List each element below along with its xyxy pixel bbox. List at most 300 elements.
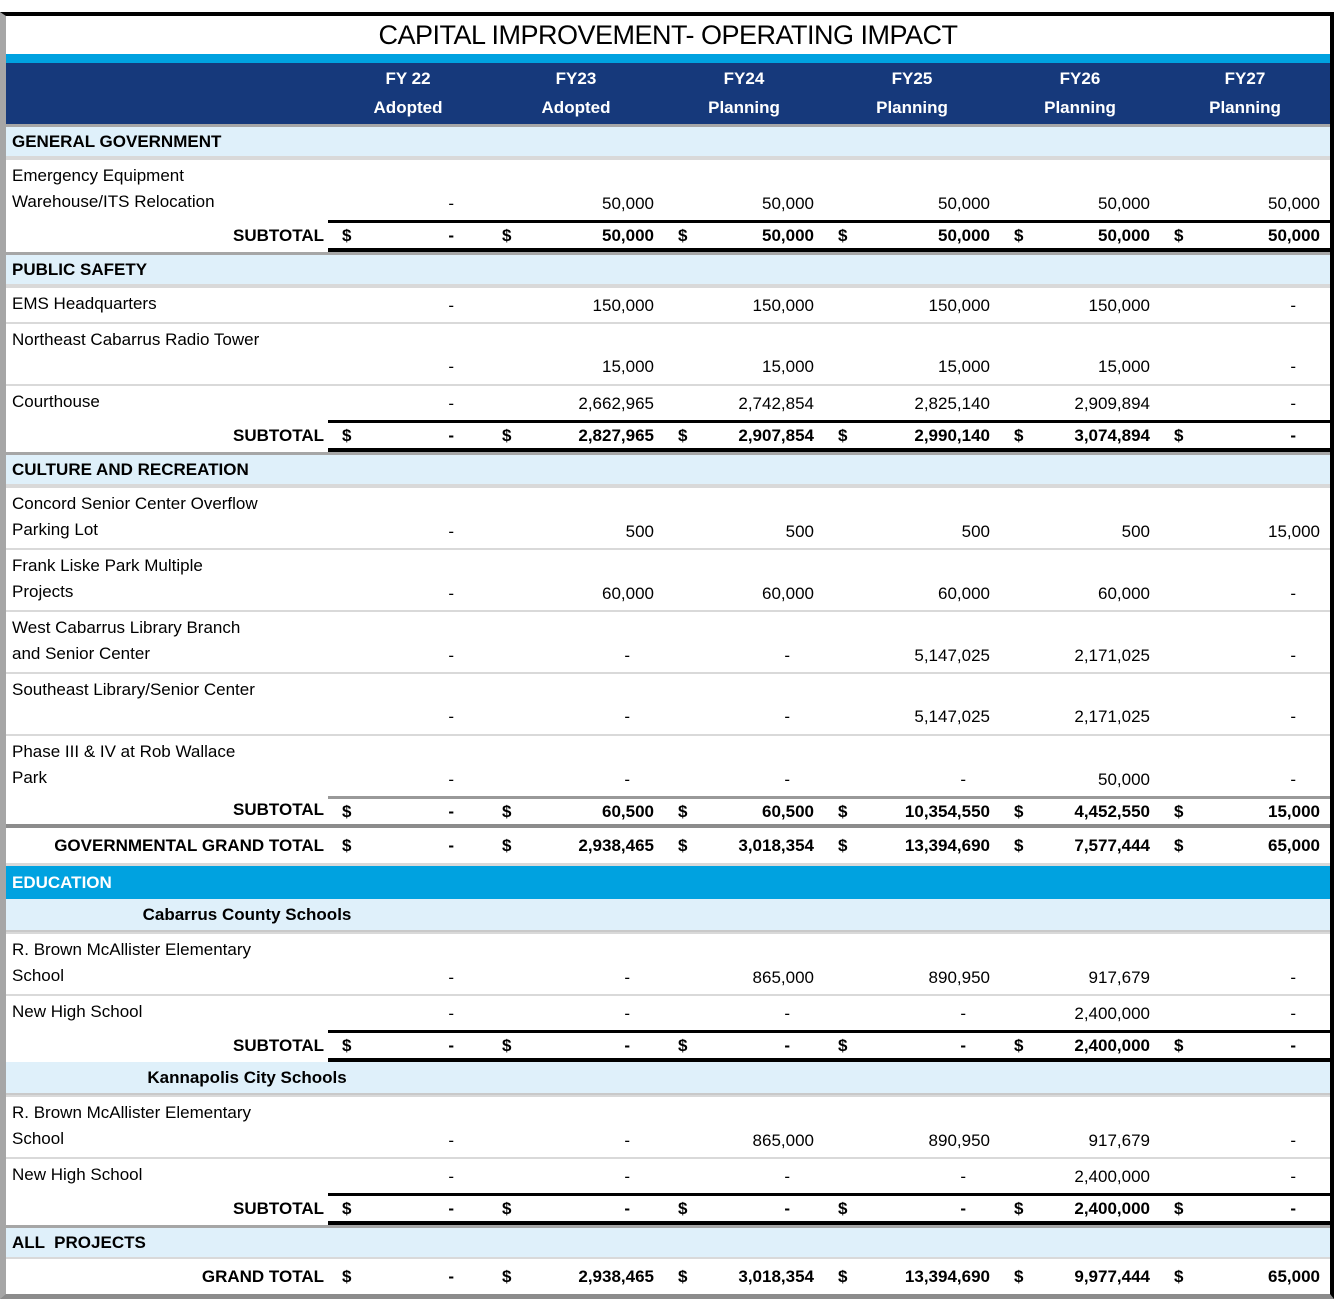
total-value-cell	[328, 1259, 488, 1294]
value-text: 500	[625, 522, 654, 541]
value-cell	[1160, 1097, 1330, 1158]
value-text: 2,938,465	[578, 835, 654, 855]
project-row	[6, 486, 1330, 548]
project-name-line: Concord Senior Center Overflow	[12, 494, 258, 513]
value-text: -	[784, 1035, 790, 1055]
value-text: 15,000	[602, 357, 654, 376]
value-cell	[328, 160, 488, 221]
total-value-cell	[328, 828, 488, 863]
project-name-line: Phase III & IV at Rob Wallace	[12, 742, 236, 761]
value-text: -	[960, 1004, 966, 1023]
section-label: GENERAL GOVERNMENT	[12, 131, 222, 151]
currency-symbol: $	[838, 835, 848, 855]
currency-symbol: $	[502, 225, 512, 245]
section-header-row	[6, 452, 1330, 486]
value-text: -	[448, 357, 454, 376]
total-values-region	[328, 420, 1330, 452]
value-cell	[824, 736, 1000, 797]
value-cell	[824, 550, 1000, 611]
project-name-line: Warehouse/ITS Relocation	[12, 192, 215, 211]
value-text: 7,577,444	[1074, 835, 1150, 855]
project-row	[6, 286, 1330, 322]
value-text: 65,000	[1268, 835, 1320, 855]
currency-symbol: $	[1174, 835, 1184, 855]
value-text: 50,000	[1268, 194, 1320, 213]
value-text: 60,000	[762, 584, 814, 603]
value-cell	[1000, 160, 1160, 221]
total-value-cell	[488, 1196, 664, 1221]
value-text: 150,000	[752, 296, 814, 315]
value-text: -	[448, 225, 454, 245]
value-text: 60,000	[602, 584, 654, 603]
accent-stripe	[6, 54, 1330, 63]
project-name-line: R. Brown McAllister Elementary	[12, 1103, 252, 1122]
value-cell	[824, 288, 1000, 323]
value-text: 9,977,444	[1074, 1266, 1150, 1286]
total-value-cell	[1000, 1033, 1160, 1058]
table-title: CAPITAL IMPROVEMENT- OPERATING IMPACT	[378, 19, 958, 50]
value-cell	[1000, 996, 1160, 1031]
value-cell	[328, 488, 488, 549]
value-text: -	[448, 801, 454, 821]
total-value-cell	[824, 828, 1000, 863]
total-values-region	[328, 796, 1330, 824]
value-cell	[664, 488, 824, 549]
value-text: -	[624, 770, 630, 789]
value-text: 10,354,550	[904, 801, 990, 821]
currency-symbol: $	[1174, 425, 1184, 445]
value-cell	[1160, 386, 1330, 421]
value-text: -	[448, 1266, 454, 1286]
value-cell	[328, 386, 488, 421]
value-cell	[1160, 736, 1330, 797]
currency-symbol: $	[838, 1198, 848, 1218]
project-name-line: Emergency Equipment	[12, 166, 184, 185]
project-name-line: Northeast Cabarrus Radio Tower	[12, 330, 260, 349]
project-name	[6, 488, 328, 549]
value-text: 50,000	[602, 194, 654, 213]
value-text: -	[1290, 1131, 1296, 1150]
value-text: 917,679	[1088, 1131, 1150, 1150]
total-value-cell	[328, 1196, 488, 1221]
value-cell	[1000, 550, 1160, 611]
value-text: 2,825,140	[914, 394, 990, 413]
value-cell	[664, 1097, 824, 1158]
project-name	[6, 1159, 328, 1194]
value-text: 2,400,000	[1074, 1035, 1150, 1055]
currency-symbol: $	[678, 425, 688, 445]
value-cell	[824, 1159, 1000, 1194]
value-cell	[328, 324, 488, 384]
currency-symbol: $	[838, 1266, 848, 1286]
value-cell	[664, 1159, 824, 1194]
budget-type-label: Planning	[876, 98, 948, 117]
value-cell	[824, 612, 1000, 673]
project-name	[6, 324, 328, 384]
value-cell	[1000, 736, 1160, 797]
project-name	[6, 612, 328, 673]
value-cell	[328, 674, 488, 734]
subtotal-row	[6, 796, 1330, 828]
currency-symbol: $	[678, 835, 688, 855]
value-cell	[824, 674, 1000, 734]
subtotal-row	[6, 1193, 1330, 1225]
subtotal-row	[6, 220, 1330, 252]
value-cell	[664, 324, 824, 384]
value-text: 3,074,894	[1074, 425, 1150, 445]
currency-symbol: $	[1174, 801, 1184, 821]
value-text: -	[960, 1198, 966, 1218]
total-value-cell	[328, 799, 488, 824]
value-text: -	[960, 1167, 966, 1186]
value-cell	[488, 1159, 664, 1194]
total-value-cell	[1000, 799, 1160, 824]
value-cell	[664, 160, 824, 221]
value-text: -	[448, 835, 454, 855]
value-text: 50,000	[602, 225, 654, 245]
total-value-cell	[1160, 828, 1330, 863]
currency-symbol: $	[1014, 1266, 1024, 1286]
total-value-cell	[824, 423, 1000, 448]
grand-total-label: GOVERNMENTAL GRAND TOTAL	[54, 835, 324, 855]
project-row	[6, 672, 1330, 734]
fiscal-year-label: FY25	[891, 69, 933, 88]
value-text: -	[960, 770, 966, 789]
value-cell	[328, 550, 488, 611]
total-value-cell	[1000, 1259, 1160, 1294]
value-text: 2,907,854	[738, 425, 814, 445]
value-text: 5,147,025	[914, 707, 990, 726]
value-text: 60,000	[938, 584, 990, 603]
currency-symbol: $	[342, 1266, 352, 1286]
subheader-spacer	[488, 899, 1330, 930]
value-text: -	[448, 1035, 454, 1055]
budget-type-label: Adopted	[373, 98, 443, 117]
value-text: 50,000	[1098, 194, 1150, 213]
value-text: -	[1290, 1035, 1296, 1055]
value-cell	[1000, 934, 1160, 995]
section-label: CULTURE AND RECREATION	[12, 459, 249, 479]
value-text: 2,400,000	[1074, 1167, 1150, 1186]
value-cell	[1000, 612, 1160, 673]
currency-symbol: $	[1174, 1266, 1184, 1286]
total-value-cell	[664, 1196, 824, 1221]
budget-type-label: Planning	[1209, 98, 1281, 117]
value-cell	[488, 1097, 664, 1158]
budget-type-label: Planning	[708, 98, 780, 117]
value-cell	[664, 934, 824, 995]
total-values-region	[328, 828, 1330, 863]
currency-symbol: $	[342, 835, 352, 855]
value-text: 15,000	[938, 357, 990, 376]
value-text: -	[784, 1198, 790, 1218]
value-cell	[824, 386, 1000, 421]
project-name	[6, 386, 328, 421]
subtotal-label: SUBTOTAL	[233, 800, 324, 819]
value-text: -	[1290, 1198, 1296, 1218]
grand-total-row	[6, 828, 1330, 863]
project-name-line: New High School	[12, 1165, 143, 1184]
value-text: -	[624, 1035, 630, 1055]
currency-symbol: $	[678, 801, 688, 821]
fiscal-year-header-cell	[824, 63, 1000, 124]
value-cell	[824, 324, 1000, 384]
total-values-region	[328, 1193, 1330, 1225]
currency-symbol: $	[678, 1035, 688, 1055]
value-text: 2,909,894	[1074, 394, 1150, 413]
project-row	[6, 994, 1330, 1030]
section-header-row	[6, 252, 1330, 286]
total-value-cell	[488, 1259, 664, 1294]
total-value-cell	[1000, 1196, 1160, 1221]
value-cell	[1000, 386, 1160, 421]
fiscal-year-header-cell	[1000, 63, 1160, 124]
currency-symbol: $	[1174, 1035, 1184, 1055]
currency-symbol: $	[342, 1035, 352, 1055]
total-value-cell	[328, 1033, 488, 1058]
total-value-cell	[328, 423, 488, 448]
total-value-cell	[664, 799, 824, 824]
total-value-cell	[1160, 1259, 1330, 1294]
value-cell	[1000, 324, 1160, 384]
project-name	[6, 934, 328, 995]
fiscal-year-label: FY24	[723, 69, 765, 88]
value-cell	[1000, 288, 1160, 323]
value-cell	[664, 386, 824, 421]
currency-symbol: $	[342, 1198, 352, 1218]
project-name-line: Park	[12, 768, 47, 787]
project-name	[6, 674, 328, 734]
value-text: 150,000	[1088, 296, 1150, 315]
subtotal-row	[6, 420, 1330, 452]
value-text: 2,400,000	[1074, 1198, 1150, 1218]
currency-symbol: $	[1014, 801, 1024, 821]
value-cell	[1160, 934, 1330, 995]
project-row	[6, 734, 1330, 796]
value-cell	[1160, 674, 1330, 734]
project-name-line: and Senior Center	[12, 644, 150, 663]
total-value-cell	[1160, 1033, 1330, 1058]
project-name	[6, 160, 328, 221]
project-name-line: Frank Liske Park Multiple	[12, 556, 203, 575]
value-cell	[664, 288, 824, 323]
value-text: 2,742,854	[738, 394, 814, 413]
value-cell	[664, 736, 824, 797]
section-header-row	[6, 1225, 1330, 1259]
subtotal-label: SUBTOTAL	[233, 1036, 324, 1055]
value-text: -	[448, 770, 454, 789]
project-row	[6, 158, 1330, 220]
total-values-region	[328, 1030, 1330, 1062]
value-cell	[1160, 288, 1330, 323]
school-system-subheader-row	[6, 899, 1330, 932]
value-text: -	[624, 1004, 630, 1023]
value-text: -	[624, 707, 630, 726]
subtotal-label: SUBTOTAL	[233, 226, 324, 245]
currency-symbol: $	[502, 1198, 512, 1218]
total-value-cell	[824, 223, 1000, 248]
value-cell	[328, 288, 488, 323]
currency-symbol: $	[678, 225, 688, 245]
value-text: -	[448, 296, 454, 315]
total-value-cell	[1000, 828, 1160, 863]
value-cell	[488, 934, 664, 995]
value-text: 3,018,354	[738, 835, 814, 855]
value-cell	[824, 996, 1000, 1031]
value-cell	[1000, 674, 1160, 734]
value-text: 3,018,354	[738, 1266, 814, 1286]
value-text: -	[448, 1004, 454, 1023]
section-label: PUBLIC SAFETY	[12, 259, 148, 279]
section-label: ALL PROJECTS	[12, 1232, 146, 1252]
subheader-spacer	[488, 1062, 1330, 1093]
value-text: -	[448, 968, 454, 987]
project-row	[6, 1157, 1330, 1193]
value-cell	[488, 324, 664, 384]
value-cell	[328, 1097, 488, 1158]
value-text: 890,950	[928, 968, 990, 987]
value-cell	[664, 612, 824, 673]
value-text: 60,500	[602, 801, 654, 821]
value-cell	[488, 612, 664, 673]
value-cell	[824, 488, 1000, 549]
value-text: -	[448, 194, 454, 213]
value-text: 13,394,690	[904, 1266, 990, 1286]
currency-symbol: $	[502, 1266, 512, 1286]
fiscal-year-header-cell	[664, 63, 824, 124]
total-value-cell	[488, 1033, 664, 1058]
value-text: 917,679	[1088, 968, 1150, 987]
total-value-cell	[824, 1196, 1000, 1221]
value-text: -	[448, 1167, 454, 1186]
value-text: 2,662,965	[578, 394, 654, 413]
total-value-cell	[1160, 1196, 1330, 1221]
currency-symbol: $	[1014, 1198, 1024, 1218]
total-value-cell	[1160, 223, 1330, 248]
value-text: -	[1290, 357, 1296, 376]
total-values-region	[328, 1259, 1330, 1294]
total-value-cell	[488, 223, 664, 248]
subtotal-label: SUBTOTAL	[233, 1199, 324, 1218]
project-name-line: Parking Lot	[12, 520, 98, 539]
total-value-cell	[664, 1033, 824, 1058]
capital-improvement-table	[0, 12, 1334, 1299]
value-cell	[1000, 1097, 1160, 1158]
fiscal-year-label: FY 22	[385, 69, 431, 88]
header-spacer-cell	[6, 63, 328, 124]
fiscal-year-label: FY23	[555, 69, 597, 88]
value-cell	[328, 736, 488, 797]
project-row	[6, 610, 1330, 672]
project-name-line: Southeast Library/Senior Center	[12, 680, 255, 699]
total-value-cell	[1160, 423, 1330, 448]
currency-symbol: $	[1174, 225, 1184, 245]
value-cell	[488, 488, 664, 549]
value-text: 2,171,025	[1074, 646, 1150, 665]
project-row	[6, 932, 1330, 994]
value-text: 865,000	[752, 968, 814, 987]
section-header-row	[6, 124, 1330, 158]
value-cell	[1160, 612, 1330, 673]
value-text: 15,000	[1268, 801, 1320, 821]
value-text: 50,000	[762, 194, 814, 213]
total-value-cell	[664, 828, 824, 863]
budget-type-label: Adopted	[541, 98, 611, 117]
value-text: 4,452,550	[1074, 801, 1150, 821]
value-text: -	[448, 646, 454, 665]
value-text: -	[448, 584, 454, 603]
value-cell	[824, 1097, 1000, 1158]
total-value-cell	[488, 423, 664, 448]
project-name-line: School	[12, 1129, 64, 1148]
value-text: -	[1290, 394, 1296, 413]
currency-symbol: $	[342, 225, 352, 245]
value-text: -	[1290, 296, 1296, 315]
value-text: -	[1290, 1004, 1296, 1023]
value-cell	[1160, 324, 1330, 384]
total-value-cell	[824, 1033, 1000, 1058]
currency-symbol: $	[838, 1035, 848, 1055]
value-text: 150,000	[928, 296, 990, 315]
value-text: 2,400,000	[1074, 1004, 1150, 1023]
project-name	[6, 1097, 328, 1158]
value-cell	[488, 288, 664, 323]
currency-symbol: $	[502, 835, 512, 855]
value-text: -	[784, 770, 790, 789]
value-text: -	[624, 646, 630, 665]
value-text: -	[448, 522, 454, 541]
value-cell	[1160, 160, 1330, 221]
value-text: 50,000	[762, 225, 814, 245]
value-text: 5,147,025	[914, 646, 990, 665]
value-text: -	[1290, 584, 1296, 603]
project-name	[6, 736, 328, 797]
value-text: -	[1290, 968, 1296, 987]
value-text: 2,938,465	[578, 1266, 654, 1286]
project-row	[6, 548, 1330, 610]
value-text: -	[1290, 425, 1296, 445]
value-text: 50,000	[1098, 225, 1150, 245]
subtotal-label: SUBTOTAL	[233, 426, 324, 445]
value-text: 500	[961, 522, 990, 541]
value-cell	[824, 934, 1000, 995]
fiscal-year-header-cell	[1160, 63, 1330, 124]
value-text: -	[784, 1004, 790, 1023]
value-cell	[328, 934, 488, 995]
value-text: 150,000	[592, 296, 654, 315]
value-cell	[488, 996, 664, 1031]
project-name-line: New High School	[12, 1002, 143, 1021]
value-text: 60,000	[1098, 584, 1150, 603]
value-cell	[824, 160, 1000, 221]
value-cell	[328, 612, 488, 673]
value-cell	[488, 736, 664, 797]
school-system-subheader-row	[6, 1062, 1330, 1095]
value-text: -	[624, 1131, 630, 1150]
value-text: -	[1290, 646, 1296, 665]
currency-symbol: $	[342, 801, 352, 821]
value-text: -	[448, 394, 454, 413]
total-value-cell	[1000, 423, 1160, 448]
value-cell	[328, 996, 488, 1031]
value-text: 50,000	[938, 194, 990, 213]
value-cell	[1160, 550, 1330, 611]
total-value-cell	[1000, 223, 1160, 248]
currency-symbol: $	[1014, 1035, 1024, 1055]
total-value-cell	[488, 828, 664, 863]
value-text: -	[1290, 707, 1296, 726]
value-text: 50,000	[938, 225, 990, 245]
